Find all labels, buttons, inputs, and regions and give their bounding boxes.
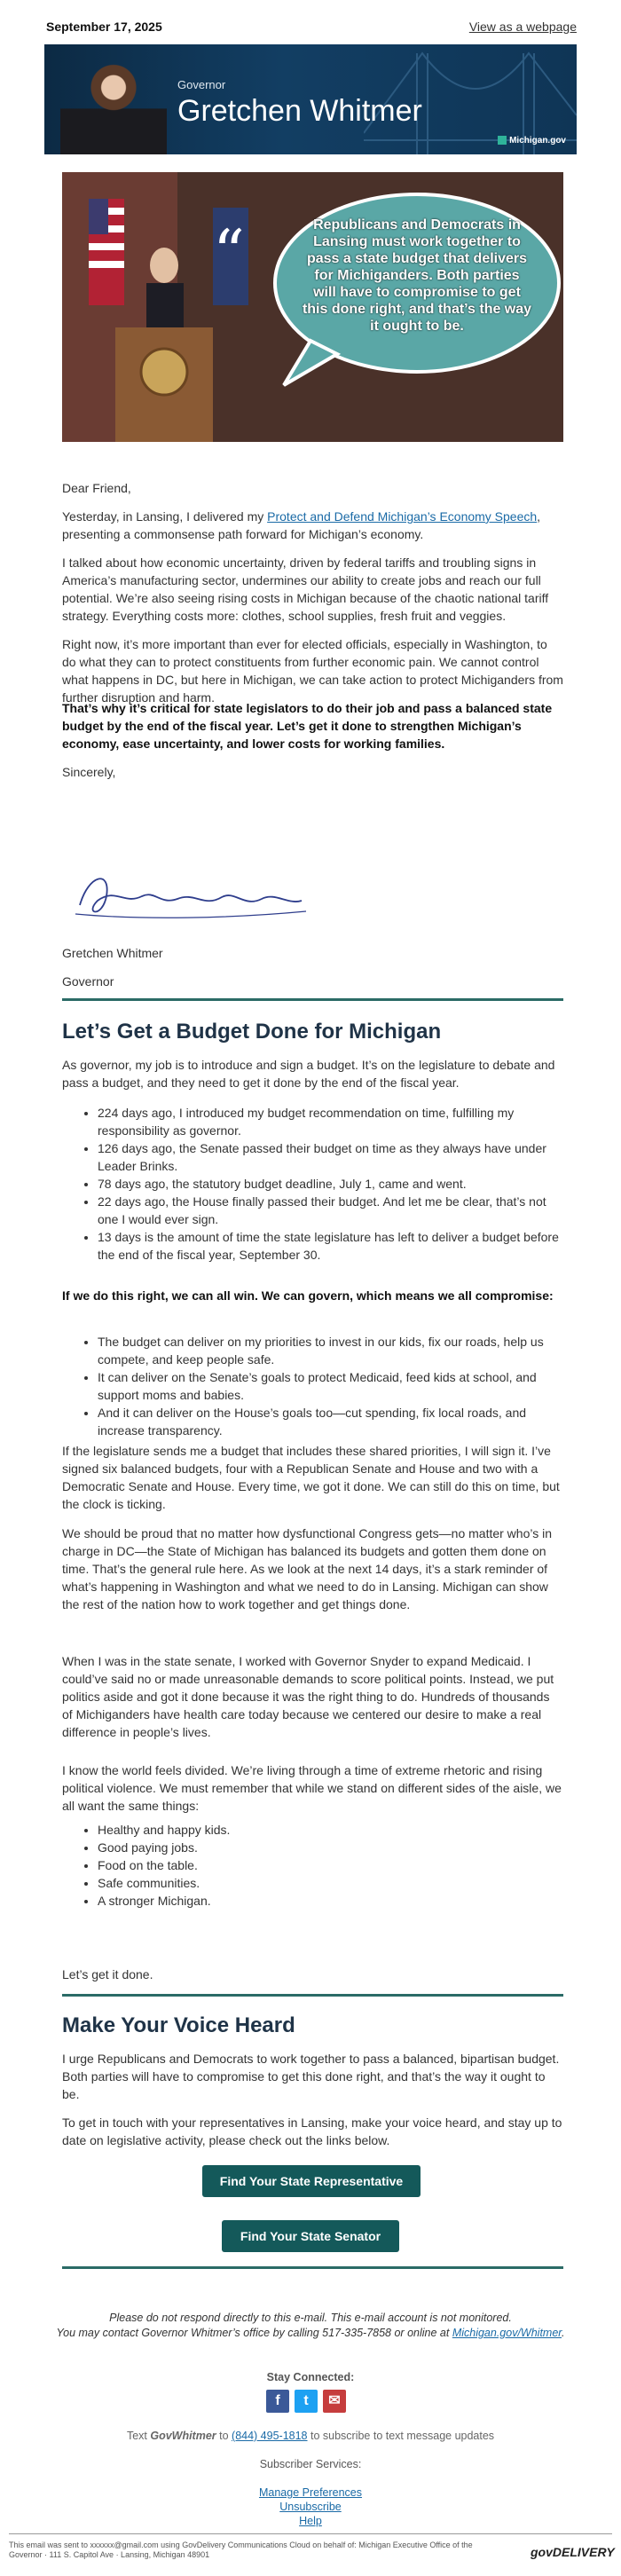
help [44,2515,577,2527]
social-links [266,2390,346,2413]
find-senator-button[interactable]: Find Your State Senator [222,2220,399,2252]
section-divider [62,998,563,1001]
timeline-item: • 22 days ago, the House finally passed their budget. And let me be clear, that’s not one I would ever sign. [98,1193,563,1228]
timeline-item: • 224 days ago, I introduced my budget recommendation on time, fulfilling my responsibility as governor. [98,1104,563,1139]
wants-item: • Food on the table. [98,1856,563,1874]
unsubscribe [44,2501,577,2513]
intro-paragraph [62,508,563,543]
michigan-logo-icon [498,136,507,145]
facebook-icon[interactable]: f [266,2390,289,2413]
wants-list [78,1821,563,1910]
get-it-done: Let’s get it done. [62,1967,153,1981]
whitmer-site-link[interactable]: Michigan.gov/Whitmer [452,2327,562,2339]
win-heading: If we do this right, we can all win. We can govern, which means we all compromise: [62,1288,554,1303]
us-flag-icon [89,199,124,305]
stay-connected: Stay Connected: [266,2371,355,2383]
wants-item: • Healthy and happy kids. [98,1821,563,1839]
state-seal-icon [141,349,187,395]
intro-text-before: Yesterday, in Lansing, I delivered my [62,509,268,524]
text-number-link[interactable]: (844) 495-1818 [232,2430,308,2442]
top-row [46,20,577,34]
closing-sincerely: Sincerely, [62,765,116,779]
section-divider [62,2266,563,2269]
divided-paragraph: I know the world feels divided. We’re living through a time of extreme rhetoric and rising political violence. We must remember that while we stand on different sides of the aisle, we all want the same things: [62,1763,562,1813]
contact-period: . [562,2327,565,2339]
timeline-item: • 13 days is the amount of time the state legislature has left to deliver a budget before the end of the fiscal year, September 30. [98,1228,563,1264]
governor-banner [44,44,577,154]
banner-title-small: Governor [177,78,226,91]
speech-link[interactable]: Protect and Defend Michigan’s Economy Speech [267,509,538,524]
compromise-item: • The budget can deliver on my priorities to invest in our kids, fix our roads, help us compete, and keep people safe. [98,1333,563,1368]
greeting: Dear Friend, [62,481,131,495]
compromise-item: • It can deliver on the Senate’s goals to protect Medicaid, feed kids at school, and support moms and babies. [98,1368,563,1404]
footer-divider [9,2533,612,2534]
voice-paragraph: I urge Republicans and Democrats to work together to pass a balanced, bipartisan budget. Both parties will have to compromise to get this done right, and that’s the way it ought to be. [62,2052,560,2101]
contact-text: You may contact Governor Whitmer’s office by calling 517-335-7858 or online at [56,2327,452,2339]
wants-item: • A stronger Michigan. [98,1892,563,1910]
section-divider [62,1994,563,1997]
find-representative-button[interactable]: Find Your State Representative [202,2165,421,2197]
help-link[interactable]: Help [299,2515,322,2527]
governor-portrait [60,51,167,154]
budget-intro: As governor, my job is to introduce and sign a budget. It’s on the legislature to debate and pass a budget, and they need to get it done by the end of the fiscal year. [62,1058,555,1090]
senate-paragraph: When I was in the state senate, I worked with Governor Snyder to expand Medicaid. I could’ve said no or made unreasonable demands to score political points. Instead, we put politics aside and got it done because it was the right thing to do. Hundreds of thousands of Michiganders have health care today because we centered our desire to make a real difference in people’s lives. [62,1654,554,1739]
wants-item: • Safe communities. [98,1874,563,1892]
subscriber-heading: Subscriber Services: [259,2458,362,2470]
timeline-item: • 126 days ago, the Senate passed their budget on time as they always have under Leader Brinks. [98,1139,563,1175]
timeline-item: • 78 days ago, the statutory budget deadline, July 1, came and went. [98,1175,563,1193]
sign-paragraph: If the legislature sends me a budget that includes these shared priorities, I will sign it. I’ve signed six balanced budgets, four with a Republican Senate and House and two with a Democratic Senate and House. Every time, we got it done. We can still do this on time, but the clock is ticking. [62,1444,560,1511]
speaker-head [150,248,178,283]
email-date: September 17, 2025 [46,20,162,34]
text-after: to subscribe to text message updates [307,2430,495,2442]
photo-quote: Republicans and Democrats in Lansing must work together to pass a state budget that delivers for Michiganders. Both parties will have to compromise to get this done right, and that’s the way it ought to be. [302,217,532,334]
press-photo [62,172,563,442]
text-subscribe [44,2430,577,2442]
proud-paragraph: We should be proud that no matter how dysfunctional Congress gets—no matter who’s in charge in DC—the State of Michigan has balanced its budgets and gotten them done on time. That’s the general rule here. As we look at the next 14 days, it’s a stark reminder of what’s happening in Washington and what we need to do in Lansing. Michigan can show the rest of the nation how to work together and get things done. [62,1526,553,1611]
protect-paragraph: Right now, it’s more important than ever for elected officials, especially in Washington, to do what they can to protect constituents from further economic pain. We cannot control what happens in DC, but here in Michigan, we can take action to protect Michiganders from further disruption and harm. [62,637,563,705]
contact-paragraph: To get in touch with your representatives in Lansing, make your voice heard, and stay up to date on legislative activity, please check out the links below. [62,2115,562,2147]
quote-mark-icon: “ [213,217,245,289]
signer-name: Gretchen Whitmer [62,946,163,960]
email-icon[interactable]: ✉ [323,2390,346,2413]
timeline-list [78,1104,563,1264]
view-webpage-link[interactable]: View as a webpage [468,20,577,34]
contact-notice [44,2327,577,2339]
signature-image [71,865,310,927]
uncertainty-paragraph: I talked about how economic uncertainty, driven by federal tariffs and troubling signs in America’s manufacturing sector, undermines our ability to create jobs and reach our full potential. We’re also seeing rising costs in Michigan because of the chaotic national tariff strategy. Everything costs more: clothes, school supplies, fresh fruit and veggies. [62,555,549,623]
budget-heading: Let’s Get a Budget Done for Michigan [62,1020,442,1044]
unsubscribe-link[interactable]: Unsubscribe [279,2501,342,2513]
voice-heading: Make Your Voice Heard [62,2013,295,2037]
compromise-item: • And it can deliver on the House’s goals too—cut spending, fix local roads, and increase transparency. [98,1404,563,1439]
no-reply-notice: Please do not respond directly to this e-mail. This e-mail account is not monitored. [109,2312,512,2324]
text-label: Text [126,2430,151,2442]
twitter-icon[interactable]: t [295,2390,318,2413]
signature-text: Gretchen Whitmer [71,865,79,866]
manage-preferences-link[interactable]: Manage Preferences [258,2486,363,2499]
banner-title: Gretchen Whitmer [177,94,422,128]
intro-text-after: , presenting a commonsense path forward for Michigan’s economy. [62,509,541,541]
speaker-body [146,283,184,327]
govdelivery-logo: govDELIVERY [531,2545,615,2559]
text-keyword: GovWhitmer [150,2430,216,2442]
wants-item: • Good paying jobs. [98,1839,563,1856]
logo-text: Michigan.gov [509,136,566,146]
compromise-list [78,1333,563,1439]
fineprint: This email was sent to xxxxxx@gmail.com using GovDelivery Communications Cloud on behalf of: Michigan Executive Office of the Governor · 111 S. Capitol Ave · Lansing, Michigan 48901 [9,2541,473,2559]
critical-paragraph: That’s why it’s critical for state legislators to do their job and pass a balanced state budget by the end of the fiscal year. Let’s get it done to strengthen Michigan’s economy, ease uncertainty, and lower costs for working families. [62,701,553,751]
text-to: to [216,2430,232,2442]
michigan-gov-logo [498,136,566,146]
signer-role: Governor [62,974,114,989]
manage-preferences [44,2486,577,2499]
